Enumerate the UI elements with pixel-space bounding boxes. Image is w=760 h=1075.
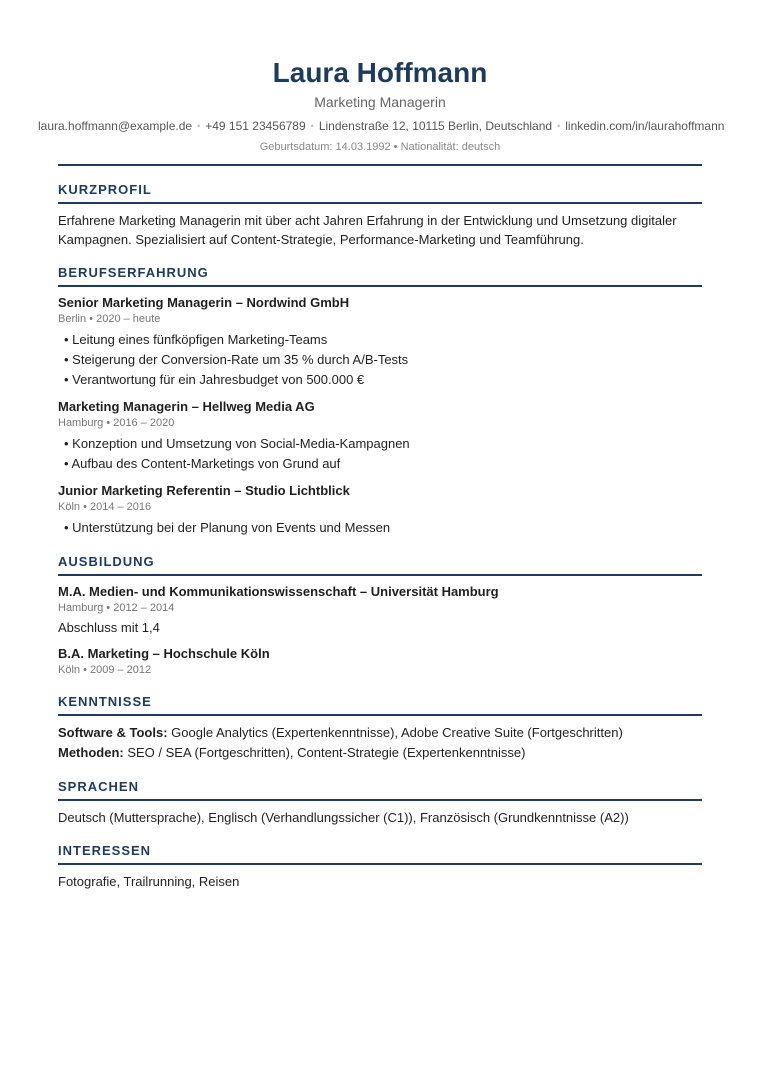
entry-meta: Köln • 2014 – 2016: [58, 501, 152, 513]
bullet-list: [58, 434, 702, 474]
entry-meta: Hamburg • 2012 – 2014: [58, 602, 175, 614]
entry-title: B.A. Marketing – Hochschule Köln: [58, 646, 270, 661]
job-title: Marketing Managerin: [314, 94, 446, 110]
bullet-list: [58, 518, 702, 538]
skill-value: Google Analytics (Expertenkenntnisse), Adobe Creative Suite (Fortgeschritten): [171, 725, 623, 740]
person-name: Laura Hoffmann: [272, 57, 488, 88]
education-entry: [58, 583, 702, 637]
bullet-list: [58, 330, 702, 390]
languages-text: Deutsch (Muttersprache), Englisch (Verhandlungssicher (C1)), Französisch (Grundkenntnisse (A2)): [58, 810, 629, 825]
section-experience: [58, 265, 702, 538]
bullet-item: • Konzeption und Umsetzung von Social-Media-Kampagnen: [64, 434, 702, 454]
contact-separator: •: [197, 121, 201, 131]
skill-label: Methoden:: [58, 745, 124, 760]
linkedin-link[interactable]: linkedin.com/in/laurahoffmann: [565, 119, 725, 133]
bullet-item: • Verantwortung für ein Jahresbudget von 500.000 €: [64, 370, 702, 390]
skill-line: [58, 723, 702, 743]
contact-line: [38, 119, 725, 134]
entry-title: Marketing Managerin – Hellweg Media AG: [58, 399, 315, 414]
bullet-item: • Leitung eines fünfköpfigen Marketing-Teams: [64, 330, 702, 350]
bullet-item: • Steigerung der Conversion-Rate um 35 % durch A/B-Tests: [64, 350, 702, 370]
section-heading: KENNTNISSE: [58, 694, 702, 716]
contact-separator: •: [310, 121, 314, 131]
section-profile: [58, 182, 702, 249]
entry-title: M.A. Medien- und Kommunikationswissenschaft – Universität Hamburg: [58, 584, 499, 599]
entry-meta: Hamburg • 2016 – 2020: [58, 417, 175, 429]
section-languages: [58, 779, 702, 827]
experience-entry: [58, 398, 702, 474]
personal-details: Geburtsdatum: 14.03.1992 • Nationalität: deutsch: [259, 141, 501, 153]
email-link[interactable]: laura.hoffmann@example.de: [38, 119, 193, 133]
section-heading: SPRACHEN: [58, 779, 702, 801]
contact-separator: •: [557, 121, 561, 131]
entry-note: Abschluss mit 1,4: [58, 620, 160, 635]
experience-entry: [58, 482, 702, 538]
phone-number[interactable]: +49 151 23456789: [205, 119, 306, 133]
profile-text: Erfahrene Marketing Managerin mit über acht Jahren Erfahrung in der Entwicklung und Umsetzung digitaler Kampagnen. Spezialisiert auf Content-Strategie, Performance-Marketing und Teamführung.: [58, 213, 677, 247]
section-interests: [58, 843, 702, 891]
entry-meta: Berlin • 2020 – heute: [58, 313, 161, 325]
bullet-item: • Unterstützung bei der Planung von Events und Messen: [64, 518, 702, 538]
entry-title: Senior Marketing Managerin – Nordwind GmbH: [58, 295, 350, 310]
section-heading: INTERESSEN: [58, 843, 702, 865]
skill-label: Software & Tools:: [58, 725, 168, 740]
education-entry: [58, 645, 702, 678]
section-heading: BERUFSERFAHRUNG: [58, 265, 702, 287]
section-skills: [58, 694, 702, 763]
skill-line: [58, 743, 702, 763]
section-heading: KURZPROFIL: [58, 182, 702, 204]
resume-header: [38, 0, 725, 154]
bullet-item: • Aufbau des Content-Marketings von Grund auf: [64, 454, 702, 474]
entry-meta: Köln • 2009 – 2012: [58, 664, 152, 676]
skill-value: SEO / SEA (Fortgeschritten), Content-Strategie (Expertenkenntnisse): [127, 745, 526, 760]
address: Lindenstraße 12, 10115 Berlin, Deutschland: [318, 119, 553, 133]
section-heading: AUSBILDUNG: [58, 554, 702, 576]
header-divider: [58, 164, 702, 166]
interests-text: Fotografie, Trailrunning, Reisen: [58, 874, 240, 889]
entry-title: Junior Marketing Referentin – Studio Lichtblick: [58, 483, 350, 498]
experience-entry: [58, 294, 702, 390]
section-education: [58, 554, 702, 678]
